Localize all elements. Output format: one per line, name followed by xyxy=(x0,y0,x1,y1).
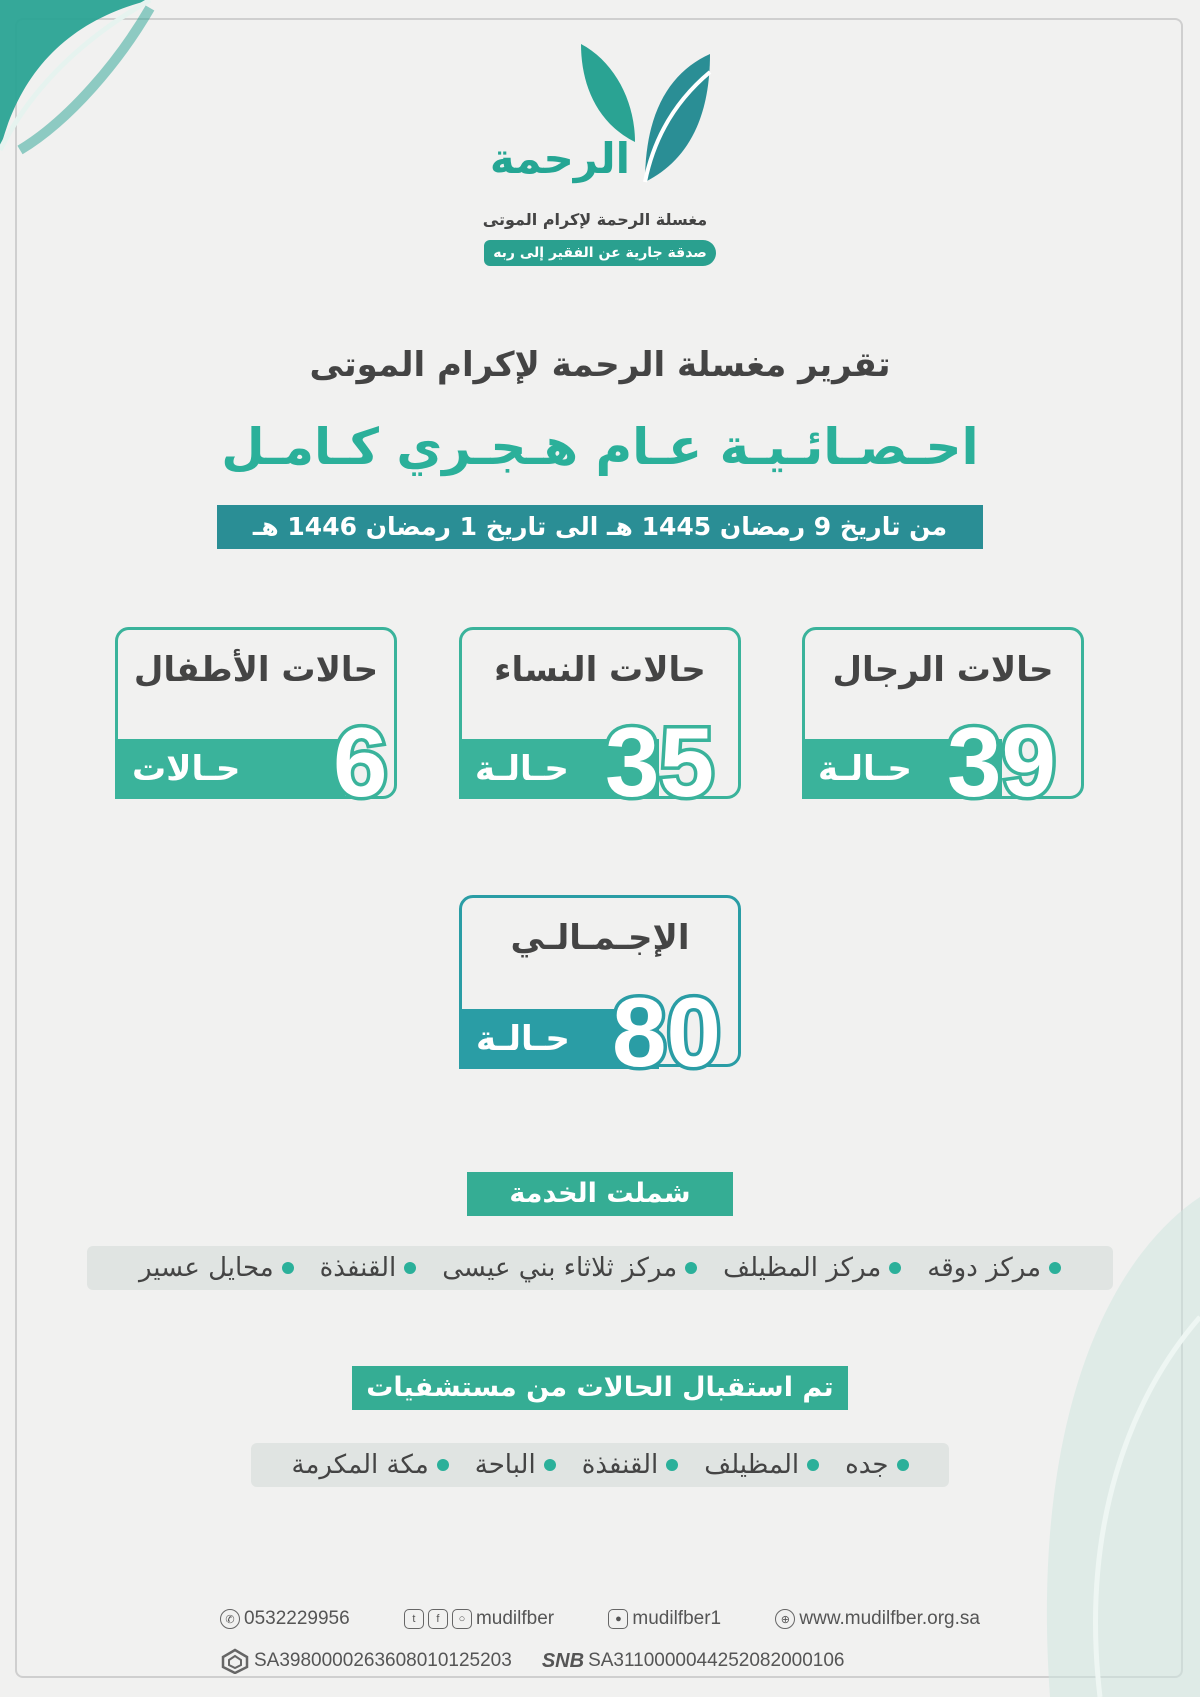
bullet-dot xyxy=(685,1262,697,1274)
list-item xyxy=(723,1253,901,1283)
list-item xyxy=(442,1253,697,1283)
card-unit: حـالـة xyxy=(818,749,912,789)
list-item-label: مكة المكرمة xyxy=(291,1450,429,1480)
list-item-label: مركز دوقه xyxy=(927,1253,1042,1283)
logo-name: الرحمة xyxy=(489,134,631,183)
bullet-dot xyxy=(437,1459,449,1471)
list-item xyxy=(704,1450,819,1480)
footer-iban-2 xyxy=(542,1650,845,1673)
bullet-dot xyxy=(544,1459,556,1471)
card-unit: حـالات xyxy=(132,749,241,789)
list-item-label: مركز ثلاثاء بني عيسى xyxy=(442,1253,678,1283)
iban-number: SA3110000044252082000106 xyxy=(588,1650,845,1671)
list-item xyxy=(320,1253,417,1283)
footer-iban-1 xyxy=(220,1648,512,1674)
date-range-banner: من تاريخ 9 رمضان 1445 هـ الى تاريخ 1 رمضان 1446 هـ xyxy=(217,505,983,549)
report-title: تقرير مغسلة الرحمة لإكرام الموتى xyxy=(309,345,891,385)
bullet-dot xyxy=(666,1459,678,1471)
twitter-icon: t xyxy=(404,1609,424,1629)
list-item xyxy=(582,1450,679,1480)
card-count: 6 xyxy=(333,707,388,817)
card-unit: حـالـة xyxy=(476,1019,570,1059)
list-item-label: المظيلف xyxy=(704,1450,800,1480)
bullet-dot xyxy=(807,1459,819,1471)
card-count: 35 xyxy=(605,707,715,817)
bullet-dot xyxy=(282,1262,294,1274)
logo-subtitle: مغسلة الرحمة لإكرام الموتى xyxy=(482,210,708,229)
card-count: 39 xyxy=(947,707,1057,817)
card-title: حالات الرجال xyxy=(832,650,1054,690)
card-title: الإجـمـالـي xyxy=(510,918,690,958)
globe-icon: ⊕ xyxy=(775,1609,795,1629)
list-item-label: محايل عسير xyxy=(138,1253,274,1283)
hospitals-list xyxy=(251,1443,949,1487)
card-unit: حـالـة xyxy=(475,749,569,789)
phone-number: 0532229956 xyxy=(244,1608,350,1629)
footer-phone[interactable] xyxy=(220,1608,350,1630)
list-item-label: القنفذة xyxy=(319,1253,397,1283)
whatsapp-icon: ✆ xyxy=(220,1609,240,1629)
footer-website[interactable] xyxy=(775,1608,980,1630)
coverage-label: شملت الخدمة xyxy=(467,1172,733,1216)
leaf-decoration-top-left xyxy=(0,0,160,160)
footer-snapchat[interactable] xyxy=(608,1608,721,1630)
snapchat-icon: ● xyxy=(608,1609,628,1629)
card-title: حالات الأطفال xyxy=(133,650,379,690)
list-item xyxy=(139,1253,294,1283)
logo-tagline: صدقة جارية عن الفقير إلى ربه xyxy=(484,240,716,266)
bullet-dot xyxy=(404,1262,416,1274)
list-item-label: مركز المظيلف xyxy=(723,1253,882,1283)
hospitals-label: تم استقبال الحالات من مستشفيات xyxy=(352,1366,848,1410)
list-item xyxy=(845,1450,908,1480)
snapchat-handle: mudilfber1 xyxy=(632,1608,722,1629)
social-handle: mudilfber xyxy=(475,1608,555,1629)
instagram-icon: ○ xyxy=(452,1609,472,1629)
bullet-dot xyxy=(889,1262,901,1274)
list-item xyxy=(475,1450,556,1480)
coverage-list xyxy=(87,1246,1113,1290)
list-item xyxy=(292,1450,449,1480)
snb-bank-logo: SNB xyxy=(541,1649,585,1672)
footer-social[interactable] xyxy=(404,1608,554,1630)
facebook-icon: f xyxy=(428,1609,448,1629)
bullet-dot xyxy=(897,1459,909,1471)
card-count: 80 xyxy=(612,977,722,1087)
list-item xyxy=(927,1253,1061,1283)
list-item-label: جده xyxy=(845,1450,889,1480)
list-item-label: القنفذة xyxy=(581,1450,659,1480)
list-item-label: الباحة xyxy=(474,1450,536,1480)
footer-contacts xyxy=(220,1608,980,1630)
card-title: حالات النساء xyxy=(494,650,706,690)
statistics-heading: احـصـائـيـة عـام هـجـري كـامـل xyxy=(221,418,979,476)
footer-bank xyxy=(220,1648,980,1674)
bullet-dot xyxy=(1049,1262,1061,1274)
iban-number: SA3980000263608010125203 xyxy=(254,1650,512,1671)
website-url: www.mudilfber.org.sa xyxy=(799,1608,980,1629)
bank-logo-icon xyxy=(220,1648,250,1674)
